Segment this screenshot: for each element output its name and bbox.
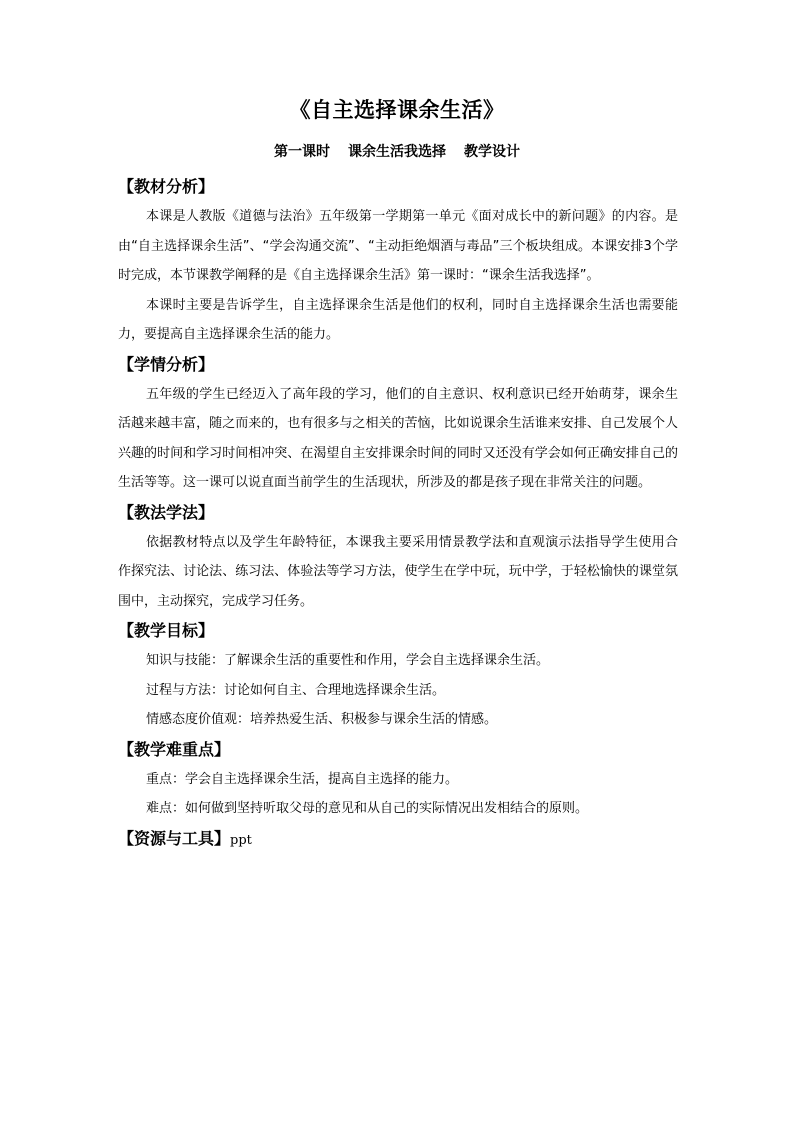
section-heading-students: 【学情分析】 <box>118 354 215 374</box>
subtitle-lesson: 第一课时 <box>274 144 330 160</box>
section-heading-methods: 【教法学法】 <box>118 502 215 522</box>
document-subtitle <box>0 140 794 164</box>
section-heading-resources <box>118 824 678 854</box>
materials-paragraph: 本课时主要是告诉学生，自主选择课余生活是他们的权利，同时自主选择课余生活也需要能力，要提高自主选择课余生活的能力。 <box>118 297 678 342</box>
subtitle-topic: 课余生活我选择 <box>348 144 446 160</box>
section-heading-materials: 【教材分析】 <box>118 177 215 196</box>
students-paragraph: 五年级的学生已经迈入了高年段的学习，他们的自主意识、权利意识已经开始萌芽，课余生活越来越丰富，随之而来的，也有很多与之相关的苦恼，比如说课余生活谁来安排、自己发展个人兴趣的时间和学习时间相冲突、在渴望自主安排课余时间的同时又还没有学会如何正确安排自己的生活等等。这一课可以说直面当前学生的生活现状，所涉及的都是孩子现在非常关注的问题。 <box>118 386 678 490</box>
materials-paragraph: 本课是人教版《道德与法治》五年级第一学期第一单元《面对成长中的新问题》的内容。是由“自主选择课余生活”、“学会沟通交流”、“主动拒绝烟酒与毒品”三个板块组成。本课安排3个学时完成，本节课教学阐释的是《自主选择课余生活》第一课时：“课余生活我选择”。 <box>118 209 678 283</box>
goal-item-knowledge: 知识与技能：了解课余生活的重要性和作用，学会自主选择课余生活。 <box>146 653 550 668</box>
goal-item-process: 过程与方法：讨论如何自主、合理地选择课余生活。 <box>146 682 446 698</box>
subtitle-type: 教学设计 <box>464 144 520 160</box>
section-heading-goals: 【教学目标】 <box>118 621 215 640</box>
resources-value: ppt <box>230 832 252 848</box>
keypoint-item-focus: 重点：学会自主选择课余生活，提高自主选择的能力。 <box>146 771 459 787</box>
keypoint-item-difficulty: 难点：如何做到坚持听取父母的意见和从自己的实际情况出发相结合的原则。 <box>146 801 589 816</box>
document-body <box>118 172 678 854</box>
document-title: 《自主选择课余生活》 <box>289 97 505 122</box>
section-heading-keypoints: 【教学难重点】 <box>118 739 231 759</box>
goal-item-emotion: 情感态度价值观：培养热爱生活、积极参与课余生活的情感。 <box>146 712 498 727</box>
methods-paragraph: 依据教材特点以及学生年龄特征，本课我主要采用情景教学法和直观演示法指导学生使用合作探究法、讨论法、练习法、体验法等学习方法，使学生在学中玩，玩中学，于轻松愉快的课堂氛围中，主动探究，完成学习任务。 <box>118 534 678 609</box>
resources-heading-label: 【资源与工具】 <box>118 828 231 848</box>
